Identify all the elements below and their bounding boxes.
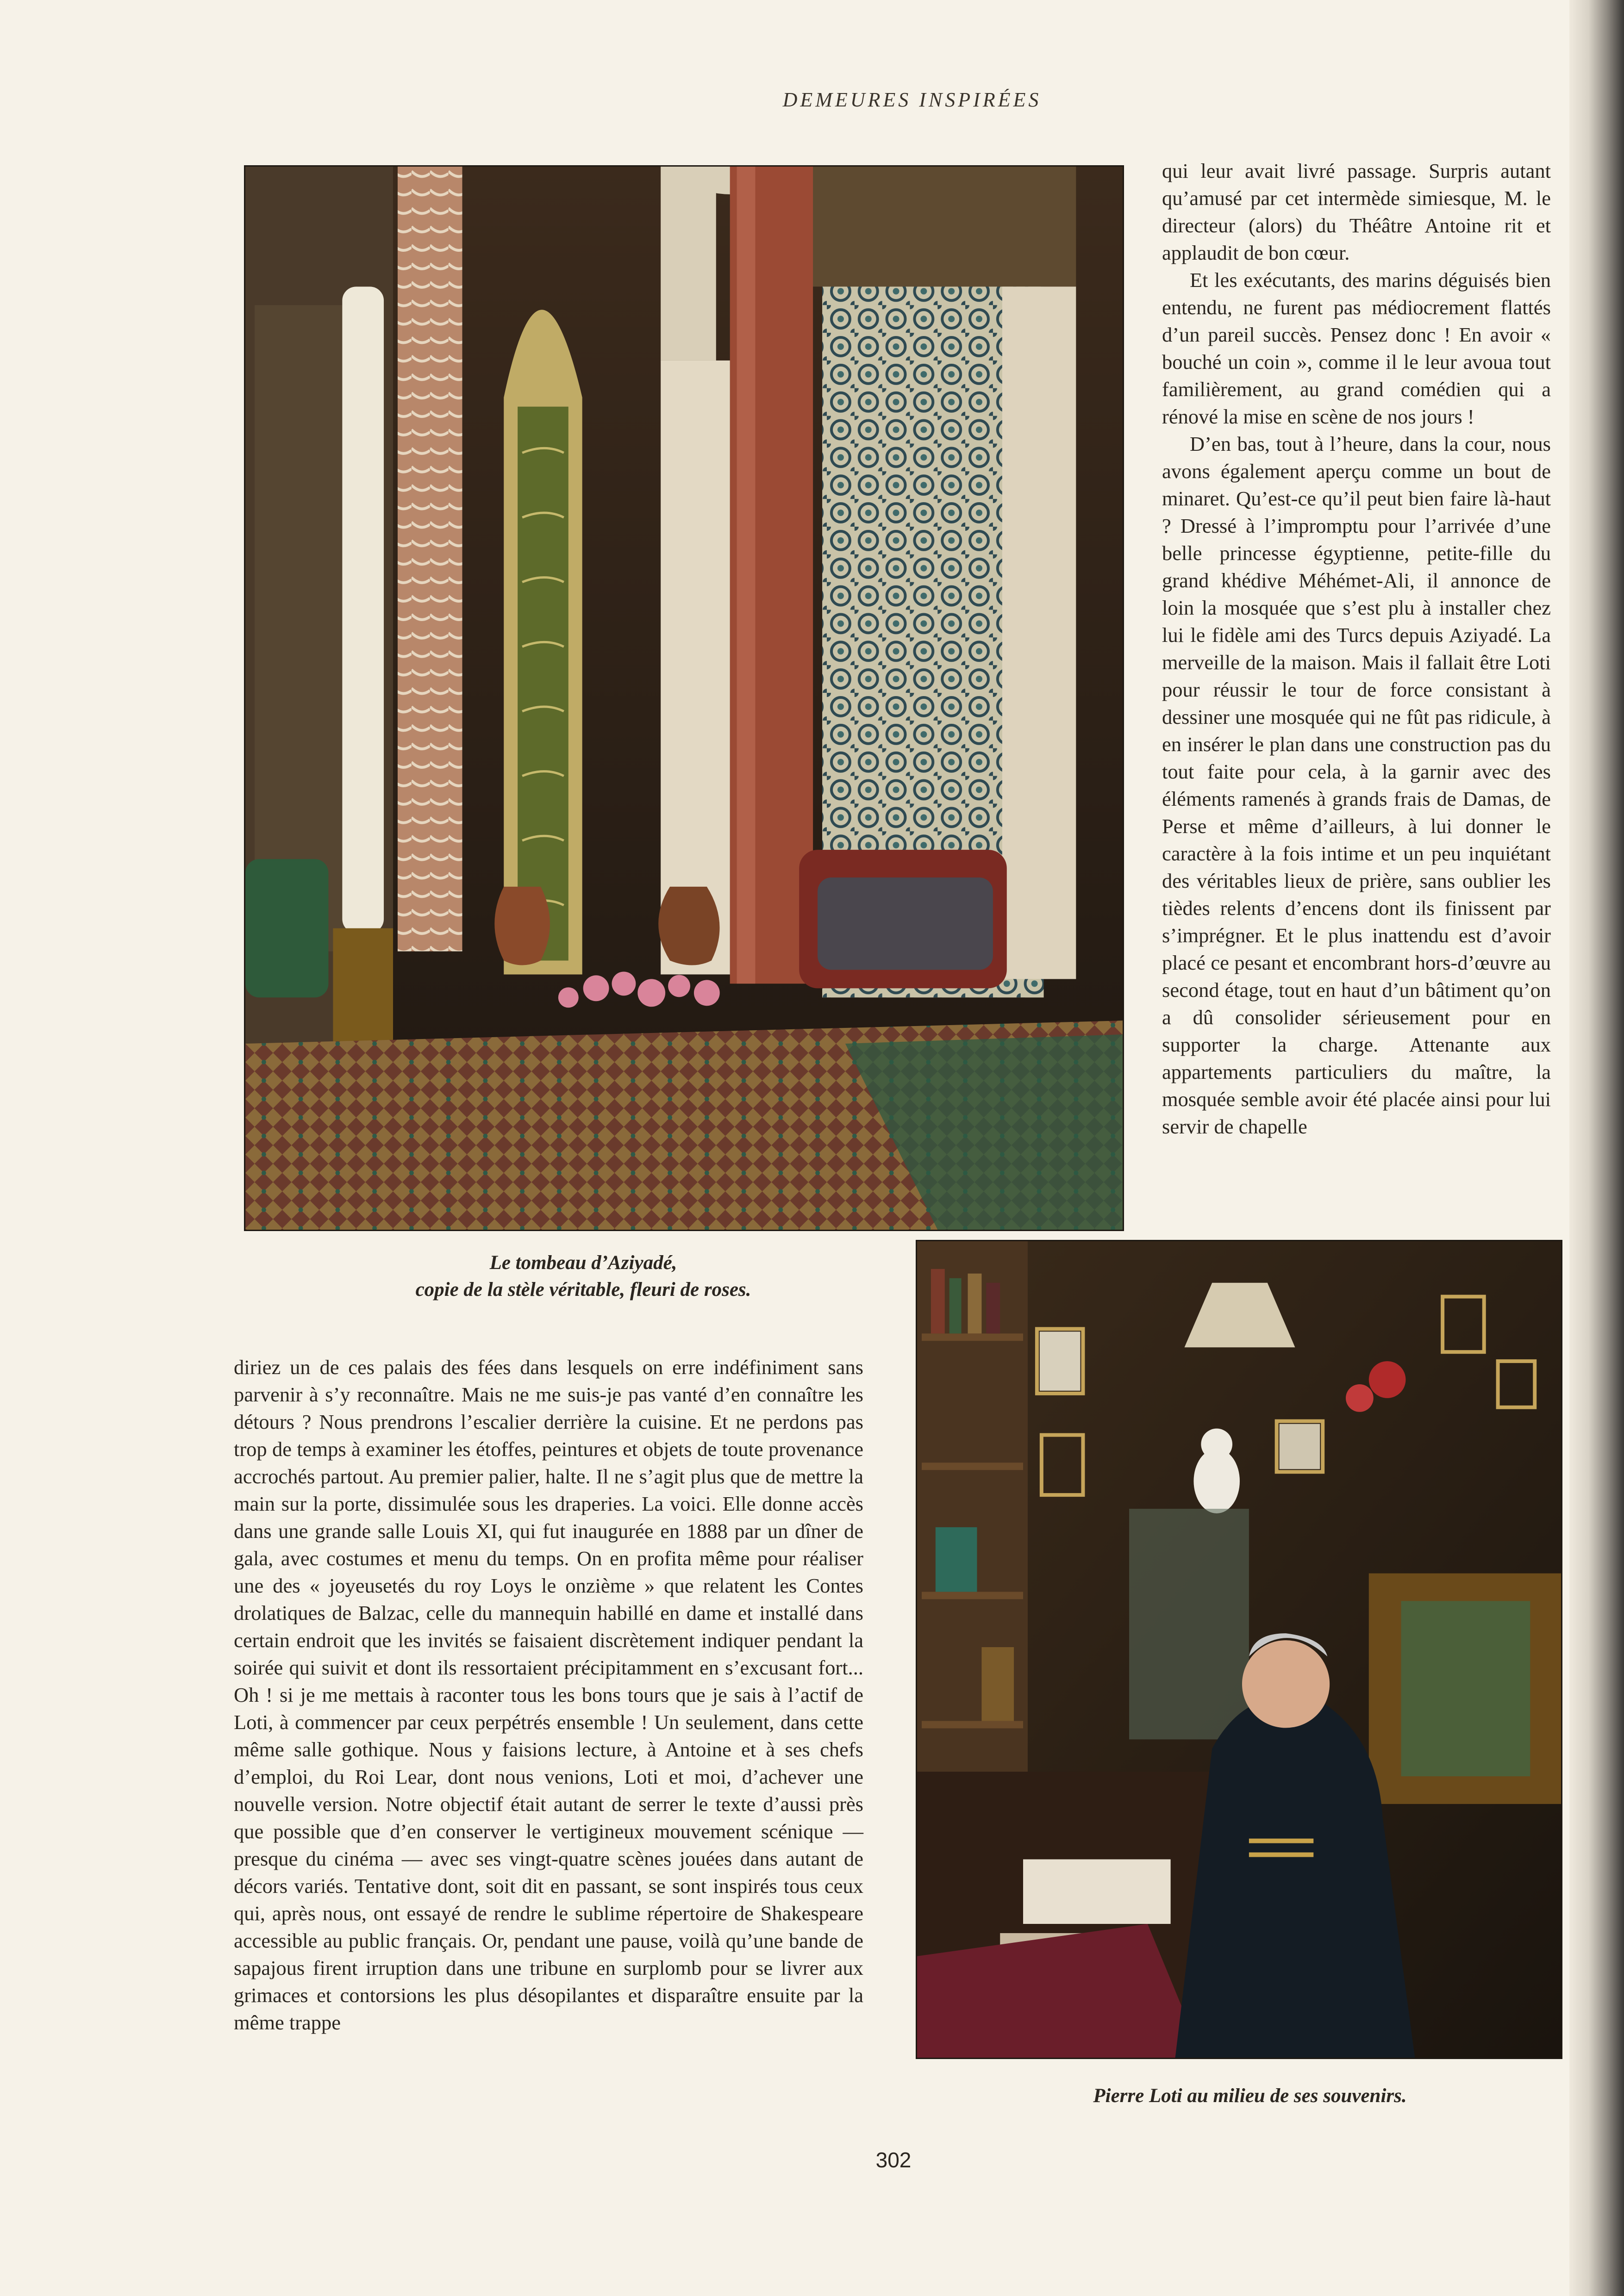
tomb-caption-line-1: Le tombeau d’Aziyadé, — [489, 1252, 677, 1274]
loti-study-photo — [916, 1240, 1562, 2059]
book-spine-shadow — [1569, 0, 1624, 2296]
page-number: 302 — [875, 2148, 912, 2172]
left-paragraph-1: diriez un de ces palais des fées dans lesquels on erre indéfiniment sans parvenir à s’y reconnaître. Mais ne me suis-je pas vanté d’en connaître les détours ? Nous prendrons l’escalier derrière la cuisine. Et ne perdons pas trop de temps à examiner les étoffes, peintures et objets de toute provenance accrochés partout. Au premier palier, halte. Il ne s’agit plus que de mettre la main sur la porte, dissimulée sous les draperies. La voici. Elle donne accès dans une grande salle Louis XI, qui fut inaugurée en 1888 par un dîner de gala, avec costumes et menu du temps. On en profita même pour réaliser une des « joyeusetés du roy Loys le onzième » que relatent les Contes drolatiques de Balzac, celle du mannequin habillé en dame et installé dans certain endroit que les invités se faisaient discrètement indiquer pendant la soirée qui suivit et dont ils ressortaient précipitamment en s’excusant fort... Oh ! si je me mettais à raconter tous les bons tours que je sais à l’actif de Loti, à commencer par ceux perpétrés ensemble ! Un seulement, dans cette même salle gothique. Nous y faisions lecture, à Antoine et à ses chefs d’emploi, du Roi Lear, dont nous venions, Loti et moi, d’achever une nouvelle version. Notre objectif était autant de serrer le texte d’aussi près que possible que d’en conserver le vertigineux mouvement scénique — presque du cinéma — avec ses vingt-quatre scènes jouées dans autant de décors variés. Tentative dont, soit dit en passant, se sont inspirés tous ceux qui, après nous, ont essayé de rendre le sublime répertoire de Shakespeare accessible au public français. Or, pendant une pause, voilà qu’une bande de sapajous firent irruption dans une tribune en surplomb pour se livrer aux grimaces et contorsions les plus désopilantes et disparaître ensuite par la même trappe — [234, 1356, 863, 2034]
loti-caption: Pierre Loti au milieu de ses souvenirs. — [1093, 2085, 1407, 2107]
tomb-caption-line-2: copie de la stèle véritable, fleuri de roses. — [415, 1279, 751, 1300]
tomb-photo-illustration — [245, 167, 1123, 1230]
right-paragraph-3: D’en bas, tout à l’heure, dans la cour, nous avons également aperçu comme un bout de minaret. Qu’est-ce qu’il peut bien faire là-haut ? Dressé à l’impromptu pour l’arrivée d’une belle princesse égyptienne, petite-fille du grand khédive Méhémet-Ali, il annonce de loin la mosquée que s’est plu à installer chez lui le fidèle ami des Turcs depuis Aziyadé. La merveille de la maison. Mais il fallait être Loti pour réussir le tour de force consistant à dessiner une mosquée qui ne fût pas ridicule, à en insérer le plan dans une construction pas du tout faite pour cela, à la garnir avec des éléments ramenés à grands frais de Damas, de Perse et même d’ailleurs, à lui donner le caractère à la fois intime et un peu inquiétant des véritables lieux de prière, sans oublier les tièdes relents d’encens dont ils finissent par s’imprégner. Et le plus inattendu est d’avoir placé ce pesant et encombrant hors-d’œuvre au second étage, tout en haut d’un bâtiment qu’on a dû consolider sérieusement pour en supporter la charge. Attenante aux appartements particuliers du maître, la mosquée semble avoir été placée ainsi pour lui servir de chapelle — [1162, 432, 1551, 1138]
tomb-caption — [324, 1250, 843, 1303]
right-paragraph-1: qui leur avait livré passage. Surpris autant qu’amusé par cet intermède simiesque, M. le directeur (alors) du Théâtre Antoine rit et applaudit de bon cœur. — [1162, 159, 1551, 264]
tomb-stele-photo — [244, 165, 1124, 1231]
loti-photo-illustration — [917, 1241, 1561, 2058]
right-text-column — [1162, 157, 1551, 1140]
running-header: DEMEURES INSPIRÉES — [782, 88, 1042, 111]
right-paragraph-2: Et les exécutants, des marins déguisés bien entendu, ne furent pas médiocrement flattés d’un pareil succès. Pensez donc ! En avoir « bouché un coin », comme il le leur avoua tout familièrement, au grand comédien qui a rénové la mise en scène de nos jours ! — [1162, 268, 1551, 428]
left-text-column — [234, 1354, 863, 2036]
